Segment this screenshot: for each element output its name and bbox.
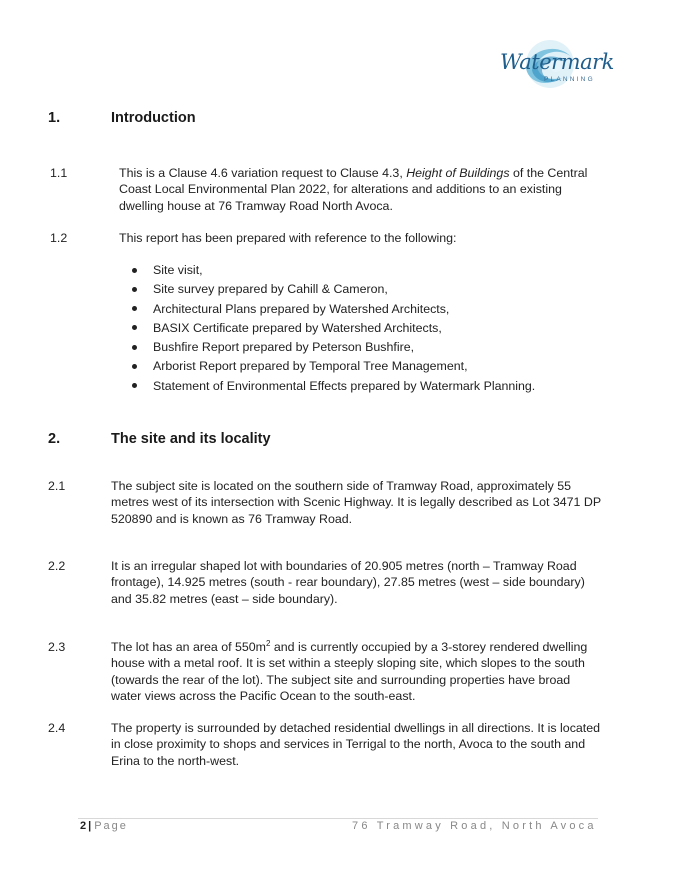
text-line: Erina to the north-west. bbox=[111, 753, 240, 768]
bullet-icon bbox=[132, 325, 137, 330]
text-line: The property is surrounded by detached residential dwellings in all directions. It is located bbox=[111, 721, 601, 735]
paragraph-number: 1.1 bbox=[50, 166, 68, 180]
list-item: Statement of Environmental Effects prepared by Watermark Planning. bbox=[130, 378, 535, 397]
paragraph-text bbox=[111, 639, 611, 704]
text-line: water views across the Pacific Ocean to the south-east. bbox=[111, 688, 416, 703]
text-line: dwelling house at 76 Tramway Road North Avoca. bbox=[119, 198, 393, 213]
list-item: Site visit, bbox=[130, 262, 535, 281]
paragraph-number: 2.1 bbox=[48, 479, 66, 493]
superscript: 2 bbox=[265, 638, 271, 648]
list-item: Site survey prepared by Cahill & Cameron, bbox=[130, 281, 535, 300]
list-item: Arborist Report prepared by Temporal Tree Management, bbox=[130, 358, 535, 377]
footer-address: 76 Tramway Road, North Avoca bbox=[352, 820, 597, 832]
logo-wordmark: Watermark bbox=[500, 50, 614, 74]
list-item: BASIX Certificate prepared by Watershed Architects, bbox=[130, 320, 535, 339]
list-item: Bushfire Report prepared by Peterson Bushfire, bbox=[130, 339, 535, 358]
paragraph-text bbox=[119, 165, 599, 214]
bullet-icon bbox=[132, 287, 137, 292]
bullet-icon bbox=[132, 364, 137, 369]
text-line: 520890 and is known as 76 Tramway Road. bbox=[111, 511, 353, 526]
bullet-icon bbox=[132, 306, 137, 311]
text-line: frontage), 14.925 metres (south - rear boundary), 27.85 metres (west – side boundary) bbox=[111, 575, 585, 590]
section-title: Introduction bbox=[111, 110, 196, 126]
bullet-icon bbox=[132, 383, 137, 388]
paragraph-text bbox=[111, 558, 611, 607]
reference-list bbox=[130, 262, 535, 397]
emphasis-text: Height of Buildings bbox=[406, 166, 510, 180]
footer-page-indicator bbox=[80, 820, 128, 832]
section-number: 2. bbox=[48, 431, 61, 447]
paragraph-number: 2.3 bbox=[48, 640, 66, 654]
text-line: The subject site is located on the southern side of Tramway Road, approximately 55 bbox=[111, 479, 572, 493]
text-line: in close proximity to shops and services in Terrigal to the north, Avoca to the south and bbox=[111, 737, 586, 752]
text-line: The lot has an area of $550m^2$ and is currently occupied by a 3-storey rendered dwelling bbox=[111, 638, 588, 654]
logo-subtitle: PLANNING bbox=[544, 76, 595, 83]
paragraph-number: 2.4 bbox=[48, 721, 66, 735]
text-line: and 35.82 metres (east – side boundary). bbox=[111, 591, 338, 606]
page-number: 2 bbox=[80, 820, 87, 832]
text-line: Coast Local Environmental Plan 2022, for alterations and additions to an existing bbox=[119, 182, 562, 197]
footer-divider bbox=[78, 818, 598, 819]
page-label: Page bbox=[94, 820, 128, 832]
paragraph-number: 2.2 bbox=[48, 559, 66, 573]
paragraph-text bbox=[111, 720, 611, 769]
bullet-icon bbox=[132, 268, 137, 273]
text-line: house with a metal roof. It is set within a steeply sloping site, which slopes to the south bbox=[111, 656, 585, 671]
section-title: The site and its locality bbox=[111, 431, 271, 447]
list-item: Architectural Plans prepared by Watershed Architects, bbox=[130, 301, 535, 320]
text-line: This is a Clause 4.6 variation request to Clause 4.3, Height of Buildings of the Central bbox=[119, 166, 588, 180]
text-line: (towards the rear of the lot). The subject site and surrounding properties have broad bbox=[111, 672, 571, 687]
paragraph-number: 1.2 bbox=[50, 231, 68, 245]
watermark-planning-logo bbox=[498, 38, 614, 94]
text-line: metres west of its intersection with Scenic Highway. It is legally described as Lot 3471 DP bbox=[111, 495, 602, 510]
section-number: 1. bbox=[48, 110, 61, 126]
bullet-icon bbox=[132, 345, 137, 350]
footer-separator: | bbox=[88, 820, 92, 832]
paragraph-text bbox=[111, 478, 611, 527]
paragraph-text: This report has been prepared with reference to the following: bbox=[119, 231, 457, 245]
text-line: It is an irregular shaped lot with boundaries of 20.905 metres (north – Tramway Road bbox=[111, 559, 577, 573]
